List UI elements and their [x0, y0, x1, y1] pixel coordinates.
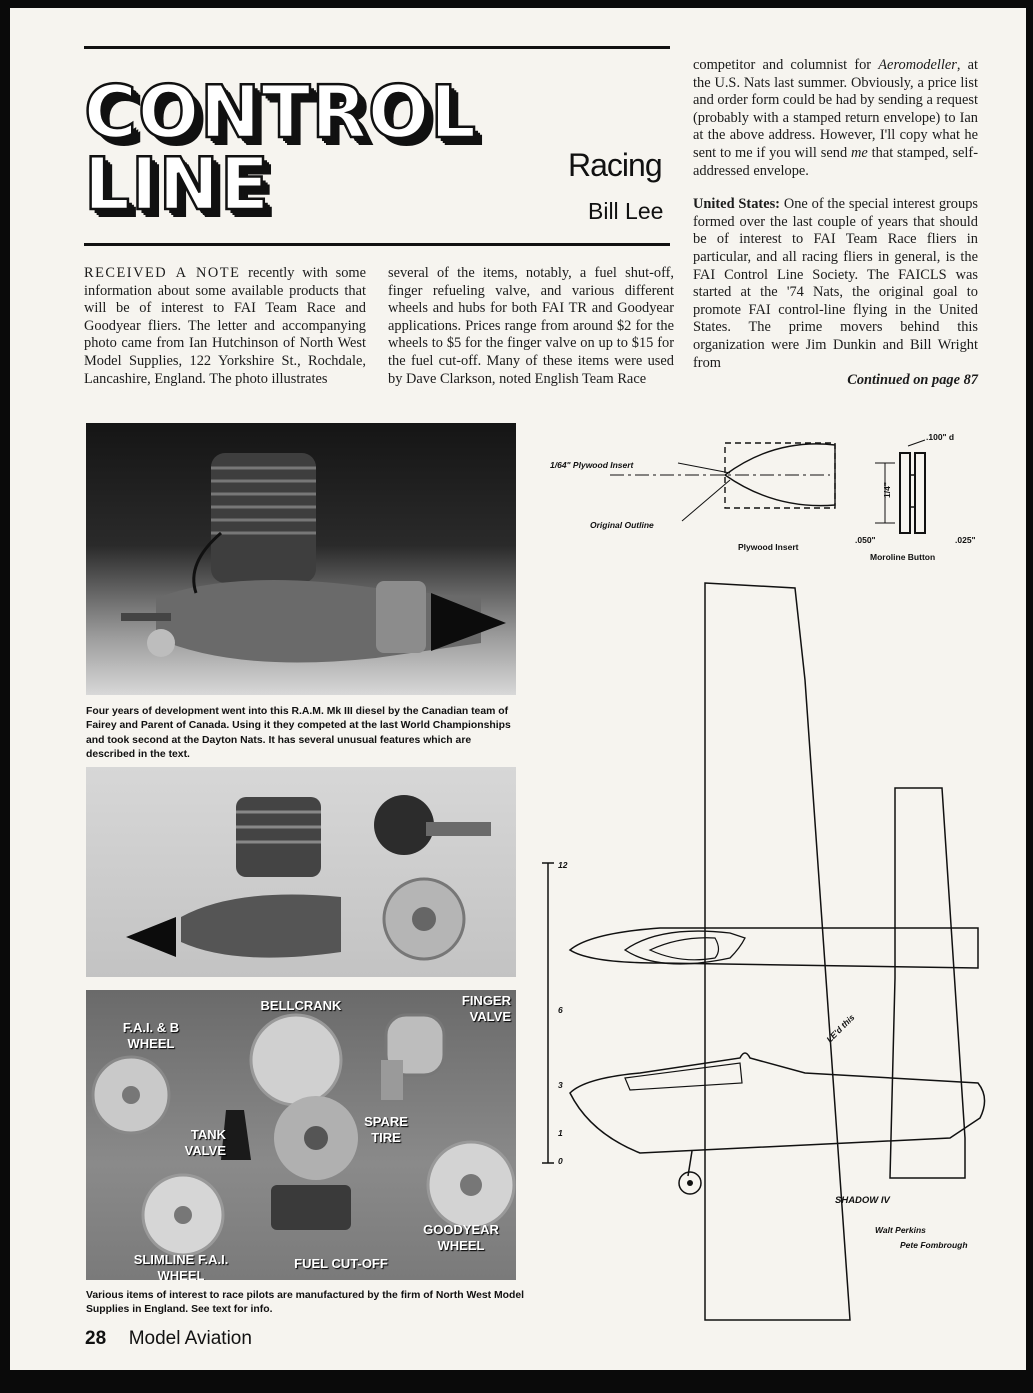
label-050: .050" [855, 535, 876, 545]
continued-note: Continued on page 87 [847, 372, 978, 389]
magazine-page [10, 8, 1026, 1370]
subtitle-racing: Racing [568, 147, 662, 183]
article-column-3 [693, 57, 978, 390]
photo-race-parts [86, 990, 516, 1280]
designer-2: Pete Fombrough [900, 1240, 968, 1250]
label-original-outline: Original Outline [590, 520, 654, 530]
col3-text-d: One of the special interest groups formed over the last couple of years that should be of interest to FAI Team Race fliers in particular, and all racing fliers in general, is the FAI Control Line Society. The FAICLS was started at the '74 Nats, the original goal to promote FAI control-line flying in the United States. The prime movers behind this organization were Jim Dunkin and Bill Wright from [693, 196, 978, 371]
scale-6: 6 [558, 1005, 563, 1015]
scale-1: 1 [558, 1128, 563, 1138]
col3-text-b: , at the U.S. Nats last summer. Obviously, a price list and order form could be had by sending a request (probably with a stamped return envelope) to Ian at the above address. However, I'll copy what he sent to me if you will send [693, 57, 978, 161]
col3-text-a: competitor and columnist for [693, 57, 879, 73]
col2-text: several of the items, notably, a fuel shut-off, finger refueling valve, and various different wheels and hubs for both FAI TR and Goodyear applications. Prices range from around $2 for the wheels to $5 for the finger valve on up to $15 for the fuel cut-off. Many of these items were used by Dave Clarkson, noted English Team Race [388, 265, 674, 387]
col3-text-c: that stamped, self-addressed envelope. [693, 144, 979, 179]
header-bottom-rule [84, 243, 670, 246]
label-025: .025" [955, 535, 976, 545]
col1-text: recently with some information about some available products that will be of interest to FAI Team Race and Goodyear fliers. The letter and accompanying photo came from Ian Hutchinson of North West Model Supplies, 122 Yorkshire St., Rochdale, Lancashire, England. The photo illustrates [84, 265, 366, 387]
label-finger-valve: FINGER VALVE [461, 993, 511, 1024]
scale-12: 12 [558, 860, 568, 870]
article-column-1 [84, 265, 366, 388]
drawing-note: LE'd this [824, 1012, 857, 1045]
label-plywood-spec: 1/64" Plywood Insert [550, 460, 634, 470]
designer-1: Walt Perkins [875, 1225, 926, 1235]
author-byline: Bill Lee [588, 198, 664, 224]
label-goodyear-wheel: GOODYEAR WHEEL [423, 1222, 499, 1253]
article-column-2 [388, 265, 674, 388]
label-slimline-wheel: SLIMLINE F.A.I. WHEEL [133, 1252, 229, 1280]
magazine-name: Model Aviation [128, 1328, 252, 1349]
header-top-rule [84, 46, 670, 49]
label-spare-tire: SPARE TIRE [364, 1114, 408, 1145]
lead-caps: RECEIVED A NOTE [84, 265, 241, 281]
title-line-line: LINE [84, 142, 271, 226]
model-name: SHADOW IV [835, 1195, 890, 1206]
engine-illustration [86, 423, 516, 695]
title-line-control: CONTROL [84, 70, 477, 154]
label-bellcrank: BELLCRANK [260, 998, 342, 1013]
label-fuel-cutoff: FUEL CUT-OFF [294, 1256, 388, 1271]
label-quarter: 1/4" [882, 482, 892, 498]
engine-parts-illustration [86, 767, 516, 977]
united-states-heading: United States: [693, 196, 780, 213]
me-italic: me [851, 144, 868, 161]
label-tank-valve: TANK VALVE [184, 1127, 226, 1158]
page-footer [85, 1328, 252, 1350]
plan-drawing [530, 418, 1010, 1328]
photo-ram-engine [86, 423, 516, 695]
label-moroline-button: Moroline Button [870, 552, 936, 562]
label-plywood-insert: Plywood Insert [738, 542, 799, 552]
label-fai-wheel: F.A.I. & B WHEEL [122, 1020, 180, 1051]
caption-race-parts: Various items of interest to race pilots are manufactured by the firm of North West Model Supplies in England. See text for info. [86, 1290, 525, 1316]
scale-3: 3 [558, 1080, 563, 1090]
page-number: 28 [85, 1328, 107, 1349]
scale-0: 0 [558, 1156, 563, 1166]
aeromodeller-italic: Aeromodeller [878, 57, 957, 73]
label-diameter: .100" d [926, 432, 955, 442]
photo-engine-parts [86, 767, 516, 977]
caption-ram-engine: Four years of development went into this R.A.M. Mk III diesel by the Canadian team of Fairey and Parent of Canada. Using it they competed at the last World Championships and took second at the Dayton Nats. It has several unusual features which are described in the text. [86, 706, 511, 761]
